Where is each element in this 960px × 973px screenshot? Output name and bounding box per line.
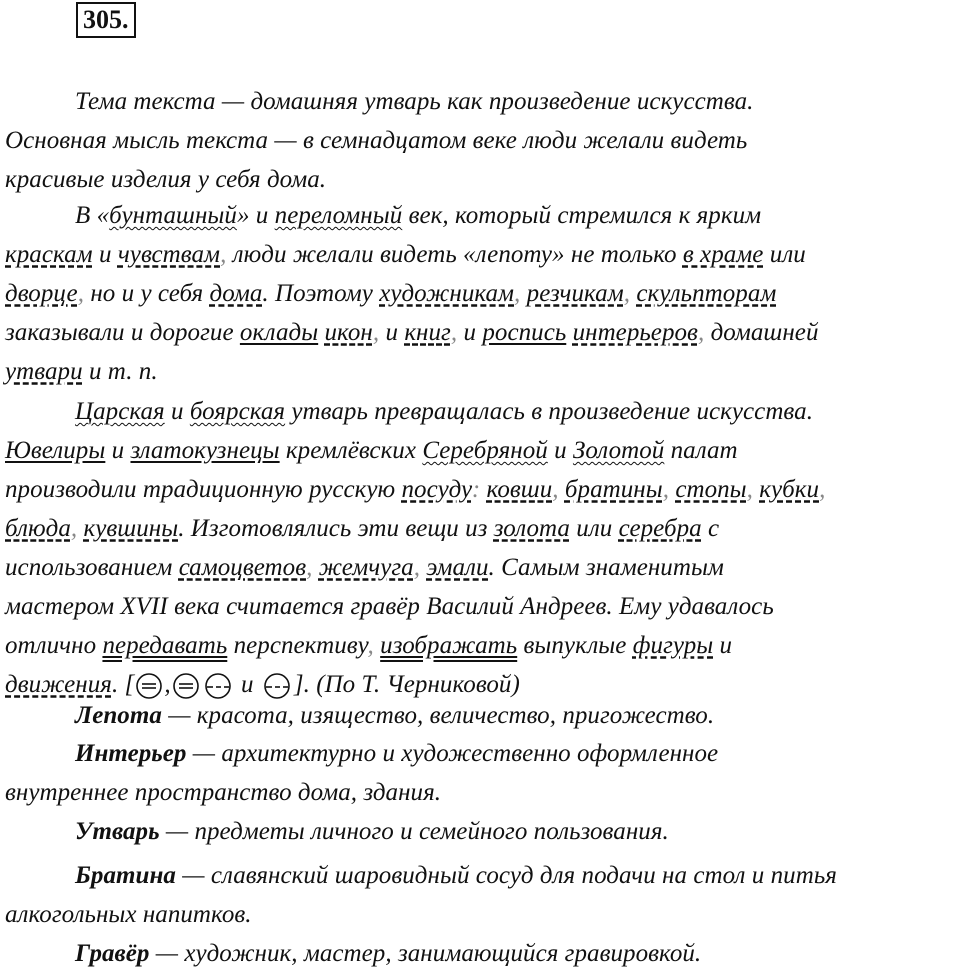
text-line: Основная мысль текста — в семнадцатом веке люди желали видеть <box>5 127 748 154</box>
exercise-number: 305. <box>76 2 136 38</box>
underlined-word: эмали <box>426 554 489 581</box>
text-line: заказывали и дорогие оклады икон, и книг, и роспись интерьеров, домашней <box>5 319 819 346</box>
text-line: движения. [ , и ]. (По Т. Черниковой) <box>5 665 955 704</box>
text-line: Ювелиры и златокузнецы кремлёвских Серебряной и Золотой палат <box>5 437 738 464</box>
underlined-word: дворце <box>5 280 78 307</box>
text-line: дворце, но и у себя дома. Поэтому художникам, резчикам, скульпторам <box>5 280 777 307</box>
text-line: красивые изделия у себя дома. <box>5 166 327 193</box>
dictionary-term: Утварь <box>75 818 160 845</box>
text-line: производили традиционную русскую посуду: ковши, братины, стопы, кубки, <box>5 476 826 503</box>
text-line: Царская и боярская утварь превращалась в произведение искусства. <box>75 398 814 425</box>
underlined-word: кубки <box>759 476 820 503</box>
dictionary-entry <box>5 856 955 934</box>
text-line: блюда, кувшины. Изготовлялись эти вещи из золота или серебра с <box>5 515 720 542</box>
text-line: Братина — славянский шаровидный сосуд для подачи на стол и питья <box>75 862 837 889</box>
underlined-word: движения <box>5 671 112 698</box>
text-line: мастером XVII века считается гравёр Василий Андреев. Ему удавалось <box>5 593 774 620</box>
underlined-word: посуду <box>401 476 472 503</box>
text-line: Тема текста — домашняя утварь как произведение искусства. <box>75 88 754 115</box>
underlined-word: ковши <box>486 476 553 503</box>
underlined-word: бунташный <box>109 202 237 229</box>
underlined-word: жемчуга <box>318 554 414 581</box>
dictionary-entry <box>5 812 955 851</box>
underlined-word: златокузнецы <box>130 437 280 464</box>
underlined-word: Серебряной <box>422 437 548 464</box>
underlined-word: братины <box>564 476 663 503</box>
paragraph-theme <box>5 82 955 199</box>
underlined-word: скульпторам <box>636 280 777 307</box>
underlined-word: изображать <box>380 632 518 659</box>
paragraph-main-1 <box>5 196 955 391</box>
underlined-word: боярская <box>189 398 286 425</box>
underlined-word: книг <box>404 319 451 346</box>
underlined-word: Золотой <box>572 437 665 464</box>
paragraph-main-2 <box>5 392 955 704</box>
underlined-word: интерьеров <box>572 319 698 346</box>
underlined-word: краскам <box>5 241 93 268</box>
text-line: Лепота — красота, изящество, величество, пригожество. <box>75 702 715 729</box>
underlined-word: в храме <box>682 241 764 268</box>
text-line: Утварь — предметы личного и семейного пользования. <box>75 818 669 845</box>
text-line: утвари и т. п. <box>5 358 158 385</box>
underlined-word: оклады <box>239 319 319 346</box>
text-line: В «бунташный» и переломный век, который стремился к ярким <box>75 202 762 229</box>
dictionary-entry <box>5 734 955 812</box>
dictionary-term: Гравёр <box>75 940 150 967</box>
text-line: внутреннее пространство дома, здания. <box>5 779 442 806</box>
underlined-word: икон <box>324 319 373 346</box>
underlined-word: роспись <box>482 319 567 346</box>
text-line: краскам и чувствам, люди желали видеть «лепоту» не только в храме или <box>5 241 806 268</box>
underlined-word: резчикам <box>526 280 624 307</box>
dictionary-term: Братина <box>75 862 176 889</box>
underlined-word: серебра <box>618 515 702 542</box>
underlined-word: переломный <box>274 202 403 229</box>
underlined-word: чувствам <box>117 241 221 268</box>
underlined-word: блюда <box>5 515 71 542</box>
dictionary-term: Интерьер <box>75 740 187 767</box>
underlined-word: Ювелиры <box>5 437 106 464</box>
underlined-word: дома <box>209 280 263 307</box>
underlined-word: стопы <box>675 476 747 503</box>
underlined-word: утвари <box>5 358 83 385</box>
underlined-word: золота <box>493 515 570 542</box>
underlined-word: фигуры <box>632 632 714 659</box>
text-line: Интерьер — архитектурно и художественно оформленное <box>75 740 719 767</box>
underlined-word: Царская <box>75 398 165 425</box>
text-line: отлично передавать перспективу, изображать выпуклые фигуры и <box>5 632 733 659</box>
dictionary-entry <box>5 934 955 973</box>
underlined-word: художникам <box>379 280 515 307</box>
underlined-word: самоцветов <box>178 554 307 581</box>
text-line: использованием самоцветов, жемчуга, эмали. Самым знаменитым <box>5 554 724 581</box>
dictionary-term: Лепота <box>75 702 162 729</box>
underlined-word: кувшины <box>83 515 179 542</box>
text-line: Гравёр — художник, мастер, занимающийся гравировкой. <box>75 940 702 967</box>
underlined-word: передавать <box>102 632 228 659</box>
dictionary-entry <box>5 696 955 735</box>
text-line: алкогольных напитков. <box>5 901 252 928</box>
